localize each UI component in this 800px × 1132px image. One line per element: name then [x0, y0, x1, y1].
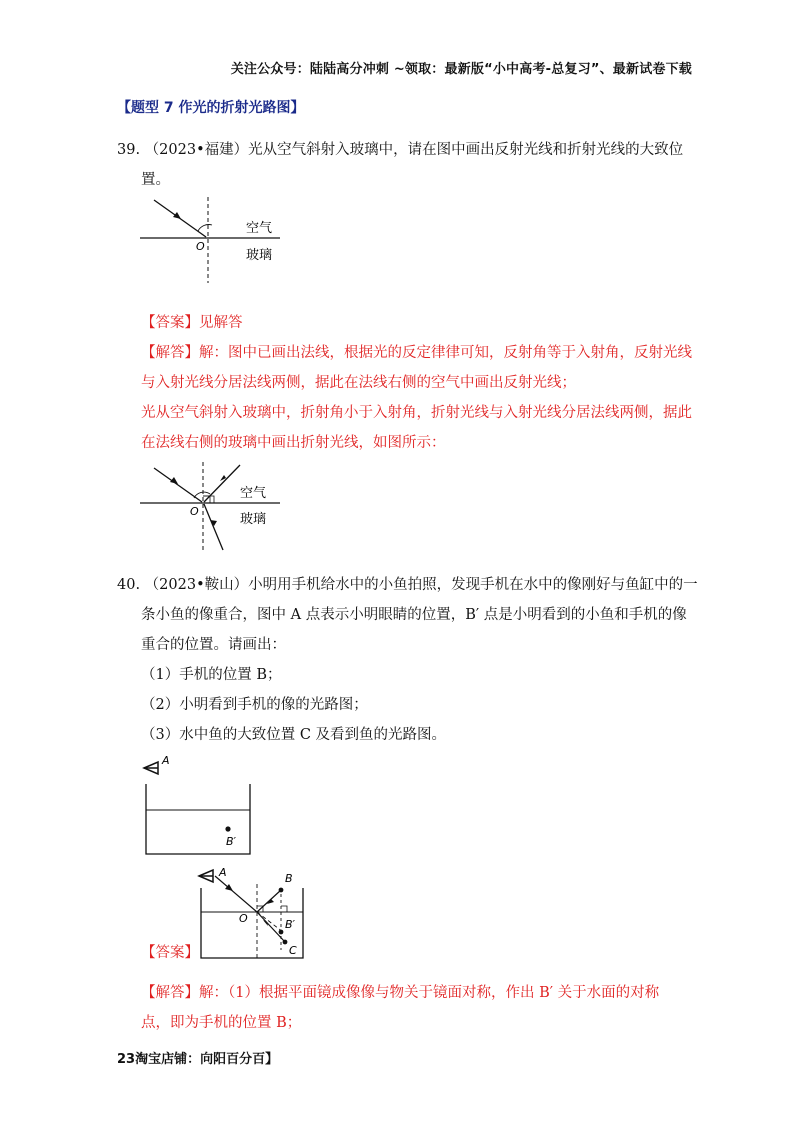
q40-label-A: A: [162, 754, 170, 767]
q39-answer: [141, 313, 243, 333]
q40-answer-label-A: A: [219, 866, 227, 879]
q40-item-1: （1）手机的位置 B；: [141, 667, 282, 683]
q40-item-3: （3）水中鱼的大致位置 C 及看到鱼的光路图。: [141, 727, 447, 743]
q39-air-label: 空气: [246, 221, 273, 236]
q39-analysis-line4: 在法线右侧的玻璃中画出折射光线，如图所示：: [141, 435, 446, 451]
q40-question-figure: [140, 752, 260, 862]
page-header: 关注公众号：陆陆高分冲刺 ~领取：最新版“小中高考-总复习”、最新试卷下载: [230, 62, 692, 77]
q40-label-Bprime: B′: [226, 835, 237, 848]
q40-analysis-line2: 点，即为手机的位置 B；: [141, 1015, 302, 1031]
q40-answer-tag: 【答案】: [141, 945, 199, 961]
q39-stem-line2: 置。: [141, 172, 170, 188]
q39-question-figure: [140, 195, 290, 285]
q40-stem-line1: 40. （2023•鞍山）小明用手机给水中的小鱼拍照，发现手机在水中的像刚好与鱼缸中的一: [117, 577, 698, 593]
eye-icon: [199, 870, 213, 882]
eye-icon: [144, 762, 158, 774]
q39-origin-label: O: [196, 240, 205, 253]
q39-answer-figure: [140, 460, 290, 555]
q39-analysis-line3: 光从空气斜射入玻璃中，折射角小于入射角，折射光线与入射光线分居法线两侧，据此: [141, 405, 692, 421]
q39-analysis-line2: 与入射光线分居法线两侧，据此在法线右侧的空气中画出反射光线；: [141, 375, 576, 391]
q40-answer-label-B: B: [285, 872, 293, 885]
q39-glass-label: 玻璃: [246, 248, 273, 263]
q40-analysis-line1: 【解答】解：（1）根据平面镜成像像与物关于镜面对称，作出 B′ 关于水面的对称: [141, 985, 660, 1001]
q40-analysis-tag: 【解答】: [141, 985, 199, 1001]
page-footer: 23淘宝店铺：向阳百分百】: [117, 1052, 279, 1067]
q39-analysis-line1: 【解答】解：图中已画出法线，根据光的反定律律可知，反射角等于入射角，反射光线: [141, 345, 692, 361]
q39-answer-tag: 【答案】: [141, 315, 199, 331]
q40-answer-label-Bprime: B′: [285, 918, 296, 931]
q39-stem-line1: 39. （2023•福建）光从空气斜射入玻璃中，请在图中画出反射光线和折射光线的大致位: [117, 142, 684, 158]
q40-item-2: （2）小明看到手机的像的光路图；: [141, 697, 368, 713]
q40-stem-line2: 条小鱼的像重合，图中 A 点表示小明眼睛的位置，B′ 点是小明看到的小鱼和手机的像: [141, 607, 687, 623]
q39-answer-glass-label: 玻璃: [240, 512, 267, 527]
q39-answer-text: 见解答: [199, 315, 243, 331]
q39-analysis-tag: 【解答】: [141, 345, 199, 361]
q40-stem-line3: 重合的位置。请画出：: [141, 637, 286, 653]
q39-answer-origin-label: O: [190, 505, 199, 518]
q40-answer-label-O: O: [239, 912, 248, 925]
q39-answer-air-label: 空气: [240, 486, 267, 501]
q40-answer-label-C: C: [289, 944, 297, 957]
section-title: 【题型 7 作光的折射光路图】: [117, 100, 305, 116]
q40-answer-figure: [195, 862, 320, 962]
